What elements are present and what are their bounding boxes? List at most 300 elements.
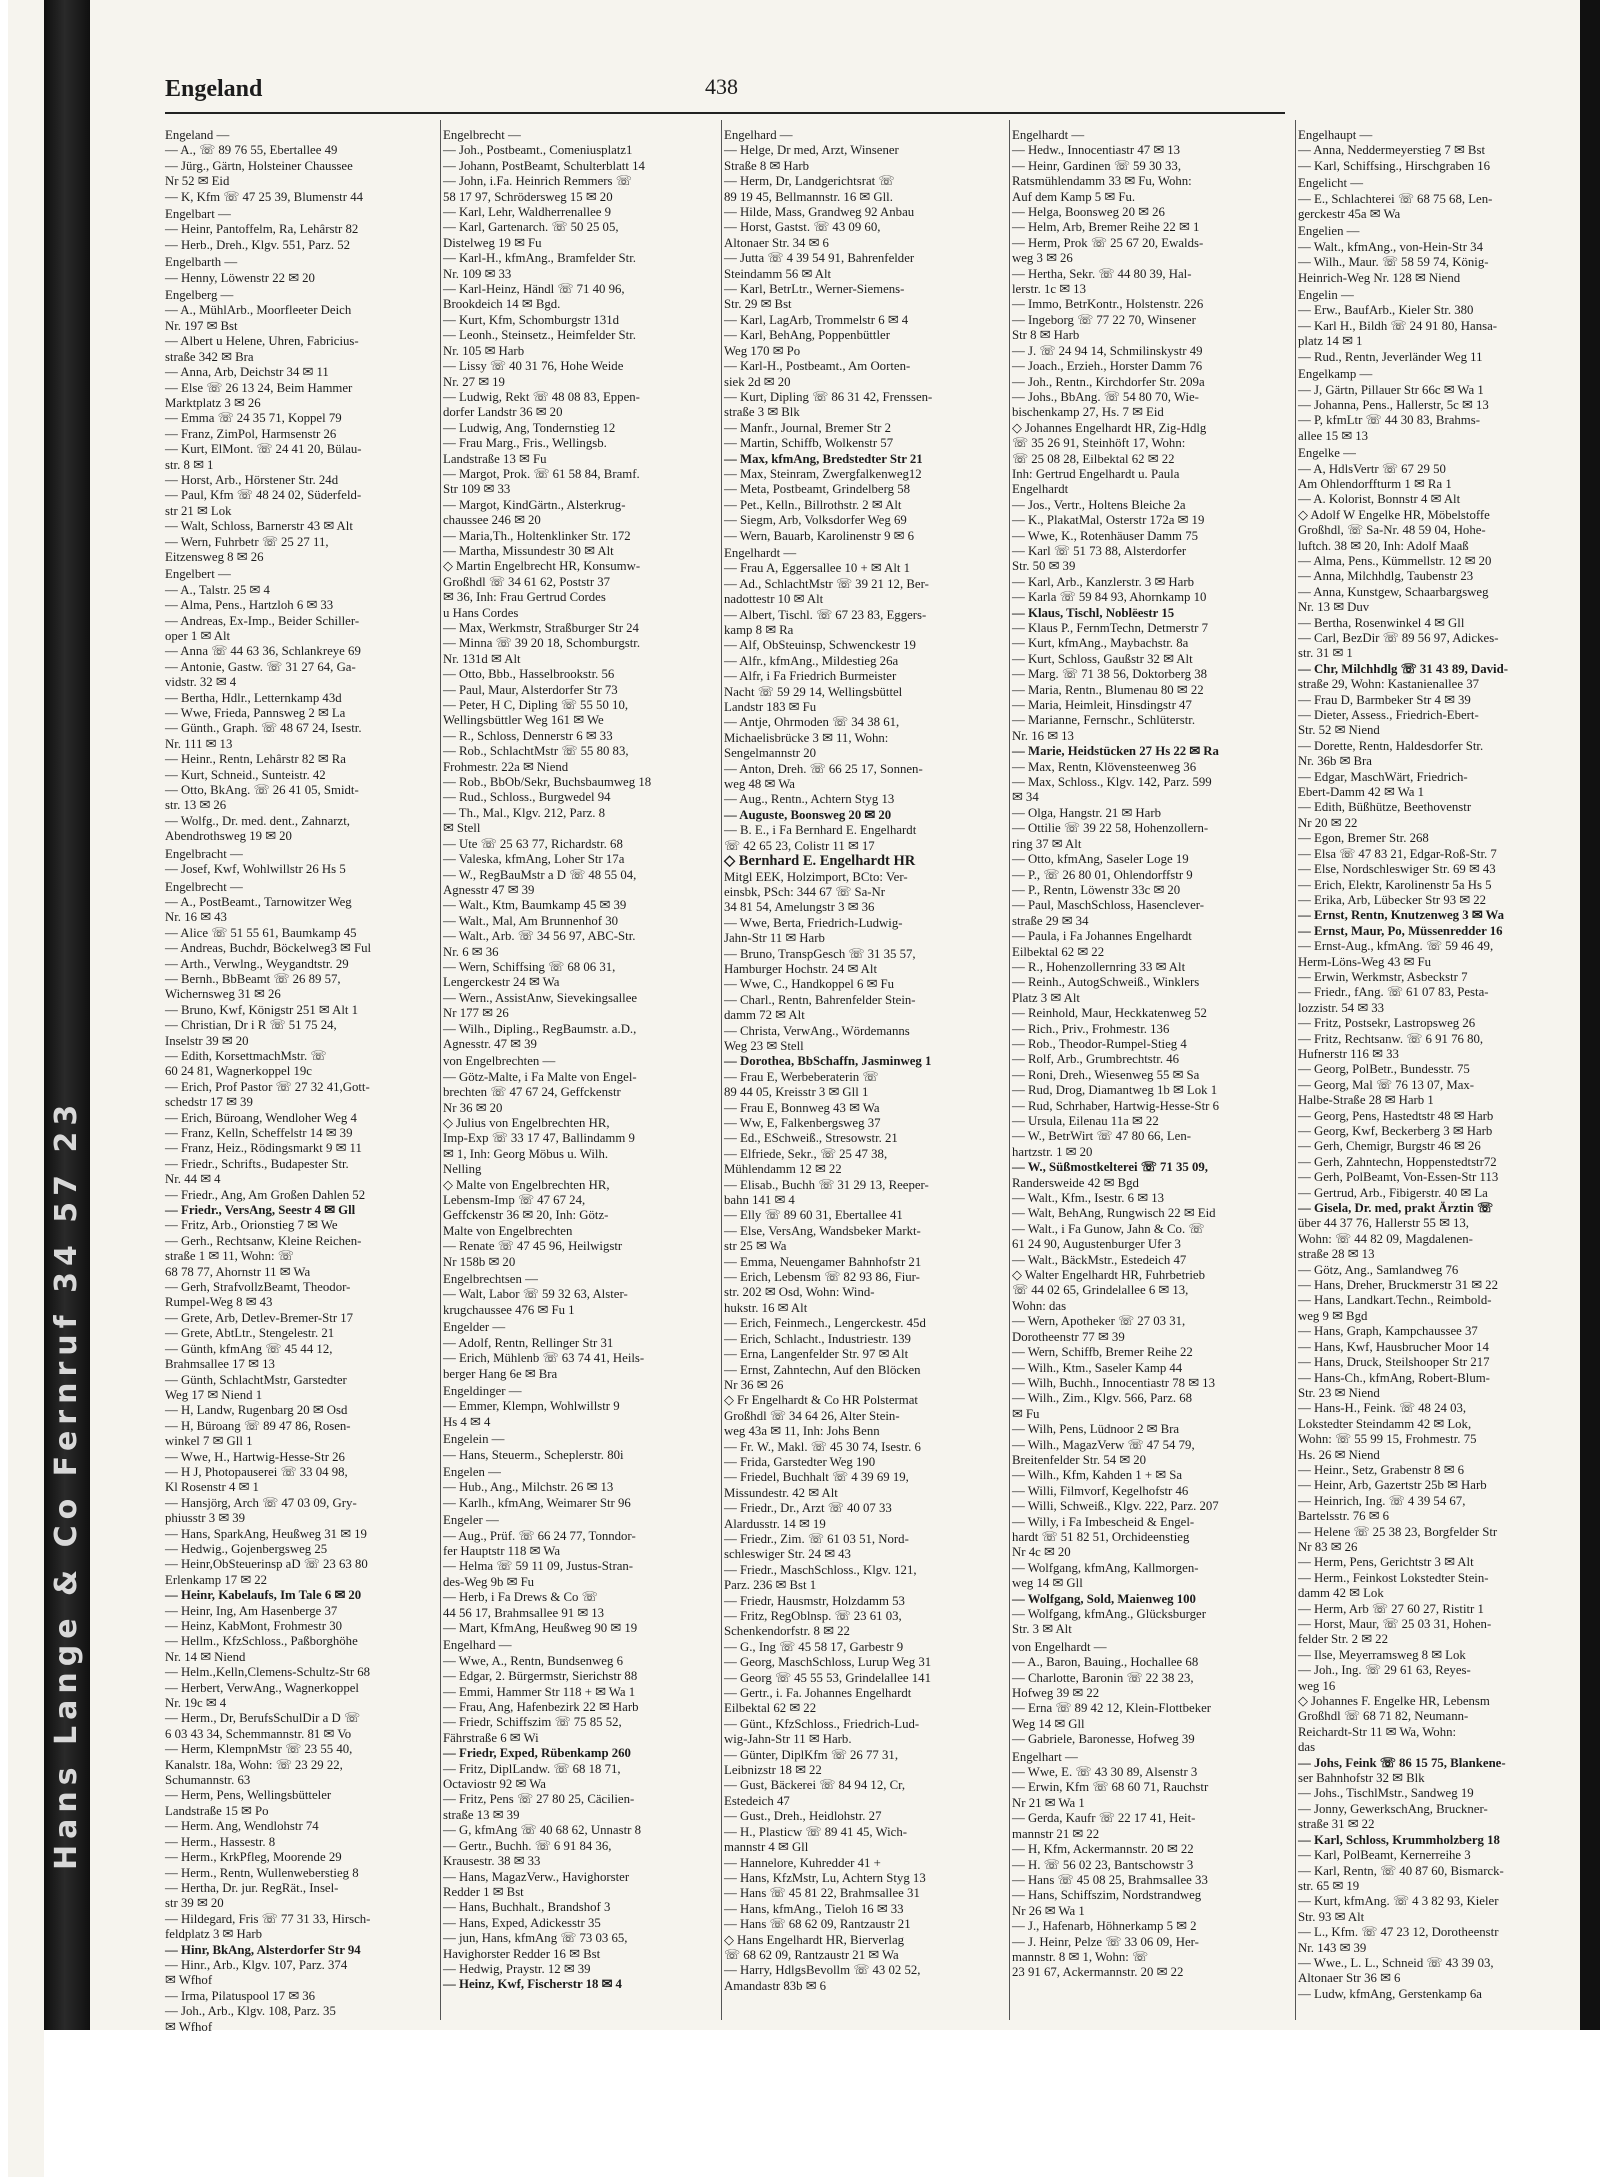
directory-entry: — Herm, Arb ☏ 27 60 27, Ristitr 1: [1298, 1601, 1484, 1616]
surname-heading: Engelhart —: [1012, 1749, 1078, 1764]
directory-entry: Leibnizstr 18 ✉ 22: [724, 1763, 822, 1778]
directory-entry: — Else ☏ 26 13 24, Beim Hammer: [165, 380, 353, 395]
directory-entry: — Christa, VerwAng., Wördemanns: [724, 1023, 910, 1038]
directory-entry: dorfer Landstr 36 ✉ 20: [443, 405, 563, 420]
directory-entry: — H., Plasticw ☏ 89 41 45, Wich-: [724, 1824, 908, 1839]
directory-entry: — Reinh., AutogSchweiß., Winklers: [1012, 975, 1200, 990]
directory-entry: weg 48 ✉ Wa: [724, 777, 795, 792]
directory-entry: ☏ 44 02 65, Grindelallee 6 ✉ 13,: [1012, 1283, 1189, 1298]
directory-entry: — Friedr, Schiffszim ☏ 75 85 52,: [443, 1715, 622, 1730]
directory-entry: — Gabriele, Baronesse, Hofweg 39: [1012, 1732, 1195, 1747]
directory-entry: — Hans-H., Feink. ☏ 48 24 03,: [1298, 1401, 1467, 1416]
directory-entry: — Elly ☏ 89 60 31, Ebertallee 41: [724, 1208, 903, 1223]
directory-entry: — Rob., Theodor-Rumpel-Stieg 4: [1012, 1036, 1187, 1051]
directory-entry: — Hans ☏ 68 62 09, Rantzaustr 21: [724, 1917, 911, 1932]
directory-entry: über 44 37 76, Hallerstr 55 ✉ 13,: [1298, 1216, 1470, 1231]
directory-entry: — E., Schlachterei ☏ 68 75 68, Len-: [1298, 191, 1493, 206]
directory-entry: — Wilh., Kfm, Kahden 1 + ✉ Sa: [1012, 1468, 1183, 1483]
directory-entry: — Dorette, Rentn, Haldesdorfer Str.: [1298, 738, 1484, 753]
directory-entry: fer Hauptstr 118 ✉ Wa: [443, 1543, 561, 1558]
directory-entry: — Franz, Kelln, Scheffelstr 14 ✉ 39: [165, 1126, 353, 1140]
directory-entry: — Minna ☏ 39 20 18, Schomburgstr.: [443, 636, 641, 651]
directory-entry: — Maria, Heimleit, Hinsdingstr 47: [1012, 698, 1192, 713]
directory-entry: — Else, VersAng, Wandsbeker Markt-: [724, 1223, 921, 1238]
directory-entry: Str. 93 ✉ Alt: [1298, 1909, 1365, 1924]
directory-entry: — Ute ☏ 25 63 77, Richardstr. 68: [443, 836, 623, 851]
directory-entry: — Rob., SchlachtMstr ☏ 55 80 83,: [443, 744, 629, 759]
directory-entry: ◇ Martin Engelbrecht HR, Konsumw-: [443, 559, 641, 574]
directory-entry: — Gertr., Buchh. ☏ 6 91 84 36,: [443, 1838, 612, 1853]
directory-entry: — P., Rentn, Löwenstr 33c ✉ 20: [1012, 882, 1181, 897]
directory-entry: Auf dem Kamp 5 ✉ Fu.: [1012, 189, 1136, 204]
directory-entry: — Wilh., Dipling., RegBaumstr. a.D.,: [443, 1021, 637, 1036]
directory-entry: Havighorster Redder 16 ✉ Bst: [443, 1946, 601, 1961]
running-head: Engeland: [165, 76, 263, 102]
directory-entry: — Herm., Dr, BerufsSchulDir a D ☏: [165, 1711, 360, 1726]
directory-entry: — Wilh, Buchh., Innocentiastr 78 ✉ 13: [1012, 1375, 1215, 1390]
directory-entry: Herm-Löns-Weg 43 ✉ Fu: [1298, 954, 1432, 969]
directory-entry: Nr 20 ✉ 22: [1298, 815, 1358, 830]
directory-entry: — Josef, Kwf, Wohlwillstr 26 Hs 5: [165, 862, 346, 877]
directory-entry: — Fritz, Arb., Orionstieg 7 ✉ We: [165, 1218, 338, 1233]
directory-entry: — Paul, Maur, Alsterdorfer Str 73: [443, 682, 618, 697]
directory-entry: — Wwe, E. ☏ 43 30 89, Alsenstr 3: [1012, 1765, 1198, 1780]
directory-entry: — Alf, ObSteuinsp, Schwenckestr 19: [724, 638, 916, 653]
directory-entry: — Wilh., Ktm., Saseler Kamp 44: [1012, 1360, 1183, 1375]
directory-entry: — Anna, Milchhdlg, Taubenstr 23: [1298, 569, 1474, 584]
directory-entry: Kl Rosenstr 4 ✉ 1: [165, 1480, 259, 1495]
directory-entry: — Johanna, Pens., Hallerstr, 5c ✉ 13: [1298, 397, 1489, 412]
directory-entry: schleswiger Str. 24 ✉ 43: [724, 1547, 851, 1562]
directory-entry: 68 78 77, Ahornstr 11 ✉ Wa: [165, 1264, 311, 1279]
directory-entry: — Helm.,Kelln,Clemens-Schultz-Str 68: [165, 1665, 371, 1680]
directory-entry: ☏ 42 65 23, Colistr 11 ✉ 17: [724, 838, 875, 853]
directory-entry: Nr 158b ✉ 20: [443, 1254, 516, 1269]
directory-entry: — Edith, Büßhütze, Beethovenstr: [1298, 800, 1472, 815]
directory-entry: — Hans, Kwf, Hausbrucher Moor 14: [1298, 1339, 1489, 1354]
column-rule: [1295, 120, 1296, 2020]
directory-entry: — Lissy ☏ 40 31 76, Hohe Weide: [443, 359, 624, 374]
directory-entry: Malte von Engelbrechten: [443, 1223, 573, 1238]
page-bottom-margin: [44, 2030, 1600, 2177]
directory-entry: — Walt., Kfm., Isestr. 6 ✉ 13: [1012, 1191, 1164, 1206]
directory-entry: — Rich., Priv., Frohmestr. 136: [1012, 1021, 1170, 1036]
column-rule: [721, 120, 722, 2020]
directory-entry: — Hedw., Innocentiastr 47 ✉ 13: [1012, 143, 1181, 158]
directory-entry: — Roni, Dreh., Wiesenweg 55 ✉ Sa: [1012, 1067, 1200, 1082]
directory-entry: — Joh., Postbeamt., Comeniusplatz1: [443, 143, 633, 158]
directory-entry: — Walt., i Fa Gunow, Jahn & Co. ☏: [1012, 1221, 1205, 1236]
directory-entry: str. 31 ✉ 1: [1298, 646, 1353, 661]
directory-entry: — Joh., Arb., Klgv. 108, Parz. 35: [165, 2004, 336, 2019]
directory-entry: — Meta, Postbeamt, Grindelberg 58: [724, 482, 910, 497]
directory-entry: — G., Ing ☏ 45 58 17, Garbestr 9: [724, 1639, 904, 1654]
directory-entry: lozzistr. 54 ✉ 33: [1298, 1000, 1385, 1015]
directory-entry: — Ilse, Meyerramsweg 8 ✉ Lok: [1298, 1647, 1466, 1662]
directory-entry: — Karla ☏ 59 84 93, Ahornkamp 10: [1012, 590, 1207, 605]
directory-entry: — Ad., SchlachtMstr ☏ 39 21 12, Ber-: [724, 576, 929, 591]
directory-entry: Str 8 ✉ Harb: [1012, 328, 1080, 343]
directory-entry: ser Bahnhofstr 32 ✉ Blk: [1298, 1771, 1425, 1786]
surname-heading: Engelhardt —: [1012, 128, 1085, 142]
directory-entry: — Günter, DiplKfm ☏ 26 77 31,: [724, 1747, 899, 1762]
directory-entry: — Harry, HdlgsBevollm ☏ 43 02 52,: [724, 1963, 921, 1978]
directory-entry: — Erich, Büroang, Wendloher Weg 4: [165, 1110, 357, 1125]
directory-entry: — Charl., Rentn, Bahrenfelder Stein-: [724, 992, 916, 1007]
directory-entry: — Grete, AbtLtr., Stengelestr. 21: [165, 1326, 335, 1341]
directory-entry: — Ludwig, Ang, Tondernstieg 12: [443, 420, 616, 435]
directory-entry: ◇ Malte von Engelbrechten HR,: [443, 1177, 610, 1192]
directory-entry: ✉ Wfhof: [165, 1973, 213, 1988]
directory-entry: mannstr 4 ✉ Gll: [724, 1840, 809, 1855]
directory-entry: — Marie, Heidstücken 27 Hs 22 ✉ Ra: [1012, 744, 1219, 759]
directory-entry: Str. 23 ✉ Niend: [1298, 1385, 1380, 1400]
directory-entry: — Jutta ☏ 4 39 54 91, Bahrenfelder: [724, 251, 915, 266]
directory-entry: ring 37 ✉ Alt: [1012, 836, 1082, 851]
directory-entry: — Gisela, Dr. med, prakt Ärztin ☏: [1298, 1201, 1494, 1216]
directory-entry: — Henny, Löwenstr 22 ✉ 20: [165, 270, 315, 285]
directory-entry: straße 342 ✉ Bra: [165, 349, 254, 364]
directory-entry: — W., BetrWirt ☏ 47 80 66, Len-: [1012, 1129, 1191, 1144]
directory-entry: ✉ Stell: [443, 821, 481, 836]
directory-entry: Octaviostr 92 ✉ Wa: [443, 1777, 546, 1792]
directory-entry: chaussee 246 ✉ 20: [443, 513, 541, 528]
directory-entry: — Herm, Dr, Landgerichtsrat ☏: [724, 174, 895, 189]
directory-entry: — Kurt, ElMont. ☏ 24 41 20, Bülau-: [165, 442, 362, 457]
directory-entry: — Gerh, StrafvollzBeamt, Theodor-: [165, 1280, 351, 1295]
directory-entry: — Hildegard, Fris ☏ 77 31 33, Hirsch-: [165, 1911, 371, 1926]
directory-entry: — Karl, BetrLtr., Werner-Siemens-: [724, 282, 905, 297]
directory-entry: — Heinz, KabMont, Frohmestr 30: [165, 1619, 343, 1633]
directory-entry: — Hertha, Dr. jur. RegRät., Insel-: [165, 1880, 339, 1895]
directory-entry: Hs. 26 ✉ Niend: [1298, 1447, 1380, 1462]
directory-entry: Nr. 109 ✉ 33: [443, 266, 512, 281]
directory-entry: Nr 52 ✉ Eid: [165, 174, 230, 189]
directory-entry: straße 31 ✉ 22: [1298, 1817, 1375, 1832]
directory-entry: — H J, Photopauserei ☏ 33 04 98,: [165, 1464, 348, 1479]
directory-entry: — Dorothea, BbSchaffn, Jasminweg 1: [724, 1054, 932, 1069]
directory-entry: — Ww, E, Falkenbergsweg 37: [724, 1116, 881, 1130]
directory-entry: — Horst, Arb., Hörstener Str. 24d: [165, 472, 339, 487]
directory-column-3: [724, 126, 1006, 2021]
directory-entry: — Wolfgang, Sold, Maienweg 100: [1012, 1591, 1196, 1606]
directory-entry: — Hansjörg, Arch ☏ 47 03 09, Gry-: [165, 1495, 357, 1510]
directory-entry: — Leonh., Steinsetz., Heimfelder Str.: [443, 328, 636, 343]
directory-entry: berger Hang 6e ✉ Bra: [443, 1366, 558, 1381]
directory-entry: Agnesstr. 47 ✉ 39: [443, 1036, 537, 1051]
directory-entry: — Hinr, BkAng, Alsterdorfer Str 94: [165, 1942, 361, 1957]
directory-entry: — Hans, Dreher, Bruckmerstr 31 ✉ 22: [1298, 1278, 1498, 1293]
directory-entry: — Max, Werkmstr, Straßburger Str 24: [443, 621, 639, 635]
directory-entry: oper 1 ✉ Alt: [165, 629, 231, 643]
directory-entry: — B. E., i Fa Bernhard E. Engelhardt: [724, 823, 917, 838]
directory-entry: 89 19 45, Bellmannstr. 16 ✉ Gll.: [724, 189, 893, 204]
directory-entry: str 39 ✉ 20: [165, 1896, 224, 1911]
directory-entry: — Johs., BbAng. ☏ 54 80 70, Wie-: [1012, 389, 1199, 404]
directory-entry: — A. Kolorist, Bonnstr 4 ✉ Alt: [1298, 492, 1461, 507]
directory-entry: — Wwe, A., Rentn, Bundsenweg 6: [443, 1653, 623, 1668]
directory-entry: — Hans, Graph, Kampchaussee 37: [1298, 1324, 1478, 1339]
directory-entry: Str. 50 ✉ 39: [1012, 559, 1076, 574]
directory-entry: — Joh., Rentn., Kirchdorfer Str. 209a: [1012, 374, 1205, 389]
directory-entry: — Erw., BaufArb., Kieler Str. 380: [1298, 303, 1474, 318]
directory-entry: straße 3 ✉ Blk: [724, 405, 800, 420]
directory-entry: Nr. 111 ✉ 13: [165, 736, 233, 751]
directory-entry: — Jos., Vertr., Holtens Bleiche 2a: [1012, 497, 1186, 512]
directory-entry: Agnesstr 47 ✉ 39: [443, 882, 535, 897]
directory-entry: — Frau Marg., Fris., Wellingsb.: [443, 436, 607, 451]
directory-entry: Abendrothsweg 19 ✉ 20: [165, 829, 292, 844]
directory-entry: 61 24 90, Augustenburger Ufer 3: [1012, 1237, 1181, 1252]
directory-entry: — Elfriede, Sekr., ☏ 25 47 38,: [724, 1146, 888, 1161]
directory-entry: — Frau D, Barmbeker Str 4 ✉ 39: [1298, 692, 1471, 707]
directory-entry: — Antje, Ohrmoden ☏ 34 38 61,: [724, 715, 900, 730]
directory-entry: — Gust., Dreh., Heidlohstr. 27: [724, 1809, 882, 1824]
directory-entry: — jun, Hans, kfmAng ☏ 73 03 65,: [443, 1931, 628, 1946]
directory-entry: Jahn-Str 11 ✉ Harb: [724, 931, 825, 946]
directory-entry: Großhdl ☏ 34 64 26, Alter Stein-: [724, 1408, 900, 1423]
surname-heading: Engeland —: [165, 128, 230, 142]
directory-entry: — J, Gärtn, Pillauer Str 66c ✉ Wa 1: [1298, 382, 1484, 397]
directory-entry: Wohn: das: [1012, 1298, 1067, 1313]
directory-entry: — Peter, H C, Dipling ☏ 55 50 10,: [443, 698, 629, 713]
directory-entry: — Ernst-Aug., kfmAng. ☏ 59 46 49,: [1298, 939, 1494, 954]
directory-entry: — Wern, Schiffsing ☏ 68 06 31,: [443, 959, 616, 974]
directory-entry: — Alfr, i Fa Friedrich Burmeister: [724, 669, 897, 684]
directory-entry: — Günth, kfmAng ☏ 45 44 12,: [165, 1341, 333, 1356]
directory-entry: 34 81 54, Amelungstr 3 ✉ 36: [724, 900, 875, 915]
directory-entry: — Franz, Heiz., Rödingsmarkt 9 ✉ 11: [165, 1141, 362, 1156]
directory-entry: — Anna, Arb, Deichstr 34 ✉ 11: [165, 365, 329, 380]
directory-entry: — Herm., Hassestr. 8: [165, 1834, 276, 1849]
surname-heading: Engelicht —: [1298, 176, 1364, 191]
directory-entry: Nr 21 ✉ Wa 1: [1012, 1795, 1085, 1810]
directory-entry: — Herm., Rentn, Wullenweberstieg 8: [165, 1865, 359, 1880]
directory-entry: — Erwin, Kfm ☏ 68 60 71, Rauchstr: [1012, 1780, 1209, 1795]
directory-entry: — Ernst, Maur, Po, Müssenredder 16: [1298, 923, 1503, 938]
directory-entry: — Alma, Pens., Kümmellstr. 12 ✉ 20: [1298, 553, 1492, 568]
directory-entry: Nr. 16 ✉ 43: [165, 910, 227, 925]
spine-advertisement: Hans Lange & Co Fernruf 34 57 23: [49, 1098, 84, 1870]
directory-entry: — Walt, Schloss, Barnerstr 43 ✉ Alt: [165, 519, 353, 534]
directory-entry: Lengerckestr 24 ✉ Wa: [443, 975, 560, 990]
directory-entry: — Edith, KorsettmachMstr. ☏: [165, 1048, 327, 1063]
directory-entry: — Heinr, Ing, Am Hasenberge 37: [165, 1603, 338, 1618]
directory-entry: — Hinr., Arb., Klgv. 107, Parz. 374: [165, 1957, 348, 1972]
directory-entry: — Mart, KfmAng, Heußweg 90 ✉ 19: [443, 1621, 638, 1635]
directory-entry: — Margot, Prok. ☏ 61 58 84, Bramf.: [443, 466, 640, 481]
directory-entry: Nr 36 ✉ 20: [443, 1100, 503, 1115]
directory-entry: — Max, Steinram, Zwergfalkenweg12: [724, 466, 922, 481]
directory-entry: — Margot, KindGärtn., Alsterkrug-: [443, 497, 626, 512]
directory-entry: straße 29, Wohn: Kastanienallee 37: [1298, 677, 1480, 692]
directory-entry: Estedeich 47: [724, 1793, 790, 1808]
directory-column-4: [1012, 126, 1292, 2021]
directory-entry: Nr. 36b ✉ Bra: [1298, 754, 1372, 769]
directory-entry: Nr 26 ✉ Wa 1: [1012, 1903, 1085, 1918]
directory-entry: — Edgar, MaschWärt, Friedrich-: [1298, 769, 1468, 784]
column-rule: [1009, 120, 1010, 2020]
directory-entry: — Renate ☏ 47 45 96, Heilwigstr: [443, 1239, 623, 1254]
directory-entry: — W., RegBauMstr a D ☏ 48 55 04,: [443, 867, 637, 882]
page-number: 438: [705, 74, 738, 99]
surname-heading: Engelbrecht —: [443, 128, 521, 142]
next-page-edge: [1580, 0, 1600, 2177]
directory-entry: — Klaus, Tischl, Noblëestr 15: [1012, 605, 1175, 620]
directory-entry: Wellingsbüttler Weg 161 ✉ We: [443, 713, 604, 728]
directory-entry: — Irma, Pilatuspool 17 ✉ 36: [165, 1988, 316, 2003]
directory-entry: — Friedr., fAng. ☏ 61 07 83, Pesta-: [1298, 985, 1489, 1000]
directory-entry: Inselstr 39 ✉ 20: [165, 1033, 249, 1048]
directory-entry: — Hans ☏ 45 08 25, Brahmsallee 33: [1012, 1872, 1208, 1887]
directory-entry: — Herm., KrkPfleg, Moorende 29: [165, 1850, 342, 1865]
directory-entry: Platz 3 ✉ Alt: [1012, 990, 1080, 1005]
directory-entry: — Kurt, Schloss, Gaußstr 32 ✉ Alt: [1012, 651, 1193, 666]
directory-entry: Erlenkamp 17 ✉ 22: [165, 1572, 268, 1587]
directory-entry: — Karl H., Bildh ☏ 24 91 80, Hansa-: [1298, 318, 1498, 333]
directory-entry: — Joh., Ing. ☏ 29 61 63, Reyes-: [1298, 1663, 1471, 1678]
directory-entry: — Maria,Th., Holtenklinker Str. 172: [443, 528, 631, 543]
directory-entry: krugchaussee 476 ✉ Fu 1: [443, 1302, 575, 1317]
directory-entry: — Karl, Lehr, Waldherrenallee 9: [443, 205, 612, 220]
directory-entry: — Ottilie ☏ 39 22 58, Hohenzollern-: [1012, 821, 1209, 836]
directory-entry: Str. 3 ✉ Alt: [1012, 1622, 1072, 1637]
directory-entry: str. 8 ✉ 1: [165, 457, 214, 472]
directory-entry: — Kurt, Kfm, Schomburgstr 131d: [443, 312, 620, 327]
directory-entry: — Wolfgang, kfmAng., Glücksburger: [1012, 1607, 1206, 1621]
directory-entry: 23 91 67, Ackermannstr. 20 ✉ 22: [1012, 1965, 1184, 1980]
directory-entry: — Götz, Ang., Samlandweg 76: [1298, 1262, 1459, 1277]
directory-entry: straße 28 ✉ 13: [1298, 1247, 1375, 1262]
directory-entry: Weg 14 ✉ Gll: [1012, 1716, 1085, 1731]
directory-entry: — Gertrud, Arb., Fibigerstr. 40 ✉ La: [1298, 1185, 1488, 1200]
directory-entry: Eilbektal 62 ✉ 22: [724, 1701, 817, 1716]
directory-entry: — Wolfgang, kfmAng, Kallmorgen-: [1012, 1560, 1199, 1575]
directory-entry: Rumpel-Weg 8 ✉ 43: [165, 1295, 273, 1310]
directory-entry: — G, kfmAng ☏ 40 68 62, Unnastr 8: [443, 1823, 641, 1838]
directory-entry: — Fritz, Postsekr, Lastropsweg 26: [1298, 1016, 1476, 1031]
directory-entry: — Friedr., Dr., Arzt ☏ 40 07 33: [724, 1501, 892, 1516]
directory-entry: gerckestr 45a ✉ Wa: [1298, 207, 1401, 222]
directory-entry: — Friedr, Exped, Rübenkamp 260: [443, 1746, 631, 1761]
directory-entry: — Kurt, kfmAng., Maybachstr. 8a: [1012, 636, 1189, 651]
directory-entry: Hamburger Hochstr. 24 ✉ Alt: [724, 961, 878, 976]
directory-entry: — Wwe, Berta, Friedrich-Ludwig-: [724, 915, 903, 930]
directory-entry: Weg 170 ✉ Po: [724, 343, 801, 358]
directory-entry: — Gerh, Zahntechn, Hoppenstedtstr72: [1298, 1154, 1497, 1169]
directory-entry: — Georg, Mal ☏ 76 13 07, Max-: [1298, 1077, 1475, 1092]
directory-entry: — Ernst, Rentn, Knutzenweg 3 ✉ Wa: [1298, 908, 1505, 923]
directory-entry: — Walt., kfmAng., von-Hein-Str 34: [1298, 239, 1483, 254]
directory-entry: des-Weg 9b ✉ Fu: [443, 1574, 535, 1589]
surname-heading: Engelen —: [443, 1464, 501, 1479]
directory-entry: — Karl, PolBeamt, Kernerreihe 3: [1298, 1848, 1471, 1863]
directory-entry: Nr 177 ✉ 26: [443, 1006, 509, 1021]
directory-entry: — Hans, Steuerm., Scheplerstr. 80i: [443, 1447, 624, 1462]
directory-entry: — Max, Rentn, Klövensteenweg 36: [1012, 759, 1197, 774]
directory-entry: Nr 36 ✉ 26: [724, 1377, 784, 1392]
directory-entry: — Erna, Langenfelder Str. 97 ✉ Alt: [724, 1347, 909, 1362]
directory-entry: — Charlotte, Baronin ☏ 22 38 23,: [1012, 1670, 1194, 1685]
directory-entry: — P., ☏ 26 80 01, Ohlendorffstr 9: [1012, 867, 1193, 882]
directory-entry: Heinrich-Weg Nr. 128 ✉ Niend: [1298, 270, 1461, 285]
directory-entry: — Albert, Tischl. ☏ 67 23 83, Eggers-: [724, 607, 927, 622]
directory-entry: — Frida, Garstedter Weg 190: [724, 1454, 876, 1469]
directory-entry: — Friedr., VersAng, Seestr 4 ✉ Gll: [165, 1203, 356, 1218]
directory-entry: — Willi, Filmvorf, Kegelhofstr 46: [1012, 1483, 1189, 1498]
directory-entry: feldplatz 3 ✉ Harb: [165, 1927, 263, 1942]
directory-entry: — Hilde, Mass, Grandweg 92 Anbau: [724, 205, 915, 220]
directory-entry: Wichernsweg 31 ✉ 26: [165, 987, 281, 1002]
directory-entry: — Wwe, C., Handkoppel 6 ✉ Fu: [724, 977, 895, 992]
directory-entry: Halbe-Straße 28 ✉ Harb 1: [1298, 1093, 1434, 1108]
directory-entry: — Hans ☏ 45 81 22, Brahmsallee 31: [724, 1886, 920, 1901]
directory-entry: — H, Landw, Rugenbarg 20 ✉ Osd: [165, 1403, 348, 1418]
directory-entry: — Herm, Prok ☏ 25 67 20, Ewalds-: [1012, 235, 1204, 250]
directory-entry: Str. 52 ✉ Niend: [1298, 723, 1380, 738]
directory-entry: — Jürg., Gärtn, Holsteiner Chaussee: [165, 158, 353, 173]
directory-entry: — Ursula, Eilenau 11a ✉ 22: [1012, 1114, 1159, 1128]
directory-entry: Großhdl ☏ 68 71 82, Neumann-: [1298, 1709, 1469, 1724]
directory-entry: straße 1 ✉ 11, Wohn: ☏: [165, 1249, 294, 1264]
directory-entry: — P, kfmLtr ☏ 44 30 83, Brahms-: [1298, 413, 1480, 428]
directory-entry: — Heinr., Rentn, Lehârstr 82 ✉ Ra: [165, 752, 346, 767]
directory-entry: — Erich, Feinmech., Lengerckestr. 45d: [724, 1316, 926, 1331]
directory-entry: — Otto, Bbb., Hasselbrookstr. 56: [443, 667, 615, 682]
directory-entry: — Karl, BehAng, Poppenbüttler: [724, 328, 890, 343]
directory-entry: — Friedel, Buchhalt ☏ 4 39 69 19,: [724, 1470, 909, 1485]
directory-entry: — Wwe, Frieda, Pannsweg 2 ✉ La: [165, 706, 346, 721]
directory-entry: Weg 23 ✉ Stell: [724, 1038, 804, 1053]
directory-entry: — Gerh., Rechtsanw, Kleine Reichen-: [165, 1233, 362, 1248]
directory-entry: — Gertr., i. Fa. Johannes Engelhardt: [724, 1686, 912, 1701]
directory-entry: Nr 83 ✉ 26: [1298, 1539, 1358, 1554]
surname-heading: Engelbrechtsen —: [443, 1272, 538, 1287]
directory-entry: ◇ Bernhard E. Engelhardt HR: [724, 853, 916, 870]
directory-entry: Str. 29 ✉ Bst: [724, 297, 792, 312]
directory-entry: 89 44 05, Kreisstr 3 ✉ Gll 1: [724, 1085, 869, 1100]
directory-entry: — Paula, i Fa Johannes Engelhardt: [1012, 929, 1192, 944]
directory-entry: — Helga, Boonsweg 20 ✉ 26: [1012, 205, 1165, 220]
directory-entry: ✉ 1, Inh: Georg Möbus u. Wilh.: [443, 1146, 609, 1161]
directory-entry: — Anna ☏ 44 63 36, Schlankreye 69: [165, 644, 361, 659]
directory-entry: — Hans, MagazVerw., Havighorster: [443, 1869, 630, 1884]
directory-entry: — Helge, Dr med, Arzt, Winsener: [724, 143, 899, 158]
directory-entry: — Antonie, Gastw. ☏ 31 27 64, Ga-: [165, 659, 356, 674]
directory-entry: Nr. 44 ✉ 4: [165, 1172, 221, 1187]
directory-entry: luftch. 38 ✉ 20, Inh: Adolf Maaß: [1298, 538, 1469, 553]
directory-entry: — L., Kfm. ☏ 47 23 12, Dorotheenstr: [1298, 1925, 1499, 1940]
directory-entry: ◇ Julius von Engelbrechten HR,: [443, 1116, 610, 1130]
directory-entry: — Hans, KfzMstr, Lu, Achtern Styg 13: [724, 1870, 926, 1885]
directory-entry: — Hedwig., Gojenbergsweg 25: [165, 1541, 328, 1556]
directory-entry: weg 9 ✉ Bgd: [1298, 1308, 1368, 1323]
directory-entry: — Max, kfmAng, Bredstedter Str 21: [724, 451, 923, 466]
directory-entry: Wohn: ☏ 55 99 15, Frohmestr. 75: [1298, 1432, 1477, 1447]
directory-column-2: [443, 126, 718, 2021]
directory-entry: — Friedr., MaschSchloss., Klgv. 121,: [724, 1562, 917, 1577]
directory-entry: — Hertha, Sekr. ☏ 44 80 39, Hal-: [1012, 266, 1192, 281]
directory-entry: Nr 4c ✉ 20: [1012, 1545, 1071, 1560]
directory-entry: Nr. 143 ✉ 39: [1298, 1940, 1367, 1955]
directory-entry: einsbk, PSch: 344 67 ☏ Sa-Nr: [724, 884, 886, 899]
directory-entry: — Ingeborg ☏ 77 22 70, Winsener: [1012, 312, 1196, 327]
directory-entry: — Walt., Arb. ☏ 34 56 97, ABC-Str.: [443, 929, 636, 944]
directory-entry: — Friedr., Ang, Am Großen Dahlen 52: [165, 1187, 366, 1202]
directory-entry: hartzstr. 1 ✉ 20: [1012, 1144, 1093, 1159]
directory-entry: — Kurt, Dipling ☏ 86 31 42, Frenssen-: [724, 389, 933, 404]
directory-entry: — Johann, PostBeamt, Schulterblatt 14: [443, 158, 645, 173]
